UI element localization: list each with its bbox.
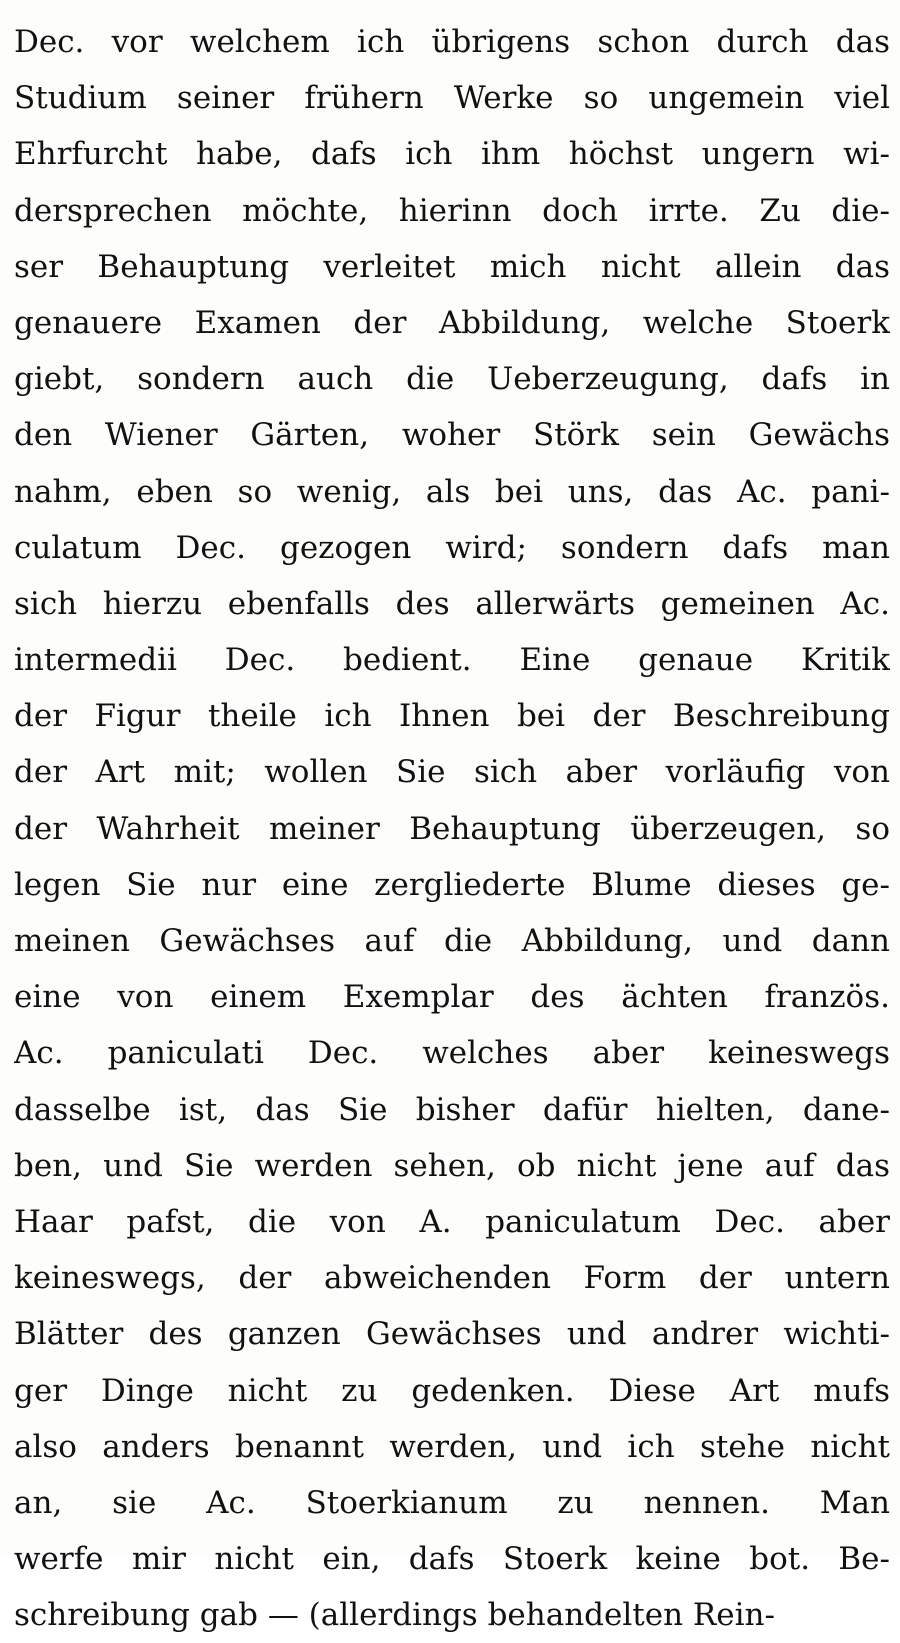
text-line: werfe mir nicht ein, dafs Stoerk keine bot. Be- bbox=[14, 1541, 890, 1578]
text-line: der Wahrheit meiner Behauptung überzeugen, so bbox=[14, 810, 890, 847]
text-line: giebt, sondern auch die Ueberzeugung, dafs in bbox=[14, 361, 890, 398]
text-line: nahm, eben so wenig, als bei uns, das Ac. pani- bbox=[14, 473, 890, 510]
text-line: Ehrfurcht habe, dafs ich ihm höchst ungern wi- bbox=[14, 136, 890, 173]
text-line: keineswegs, der abweichenden Form der untern bbox=[14, 1260, 890, 1297]
text-line: genauere Examen der Abbildung, welche Stoerk bbox=[14, 304, 890, 341]
text-line: an, sie Ac. Stoerkianum zu nennen. Man bbox=[14, 1484, 890, 1521]
text-line: ser Behauptung verleitet mich nicht allein das bbox=[14, 248, 890, 285]
text-line: der Figur theile ich Ihnen bei der Beschreibung bbox=[14, 698, 890, 735]
text-line: ger Dinge nicht zu gedenken. Diese Art mufs bbox=[14, 1372, 890, 1409]
text-line: dersprechen möchte, hierinn doch irrte. Zu die- bbox=[14, 192, 890, 229]
text-line: schreibung gab — (allerdings behandelten Rein- bbox=[14, 1597, 775, 1634]
text-line: also anders benannt werden, und ich stehe nicht bbox=[14, 1428, 890, 1465]
text-line: culatum Dec. gezogen wird; sondern dafs man bbox=[14, 529, 890, 566]
text-line: Studium seiner frühern Werke so ungemein viel bbox=[14, 80, 890, 117]
text-line: sich hierzu ebenfalls des allerwärts gemeinen Ac. bbox=[14, 585, 890, 622]
body-text bbox=[14, 14, 890, 1643]
text-line: eine von einem Exemplar des ächten französ. bbox=[14, 979, 890, 1016]
text-line: legen Sie nur eine zergliederte Blume dieses ge- bbox=[14, 866, 890, 903]
text-line: dasselbe ist, das Sie bisher dafür hielten, dane- bbox=[14, 1091, 890, 1128]
text-line: der Art mit; wollen Sie sich aber vorläufig von bbox=[14, 754, 890, 791]
text-line: Blätter des ganzen Gewächses und andrer wichti- bbox=[14, 1316, 890, 1353]
text-line: den Wiener Gärten, woher Störk sein Gewächs bbox=[14, 417, 890, 454]
text-line: Haar pafst, die von A. paniculatum Dec. aber bbox=[14, 1203, 890, 1240]
text-line: Ac. paniculati Dec. welches aber keineswegs bbox=[14, 1035, 890, 1072]
text-line: meinen Gewächses auf die Abbildung, und dann bbox=[14, 923, 890, 959]
text-line: ben, und Sie werden sehen, ob nicht jene auf das bbox=[14, 1147, 890, 1184]
text-line: intermedii Dec. bedient. Eine genaue Kritik bbox=[14, 642, 890, 679]
text-line: Dec. vor welchem ich übrigens schon durch das bbox=[14, 24, 890, 60]
